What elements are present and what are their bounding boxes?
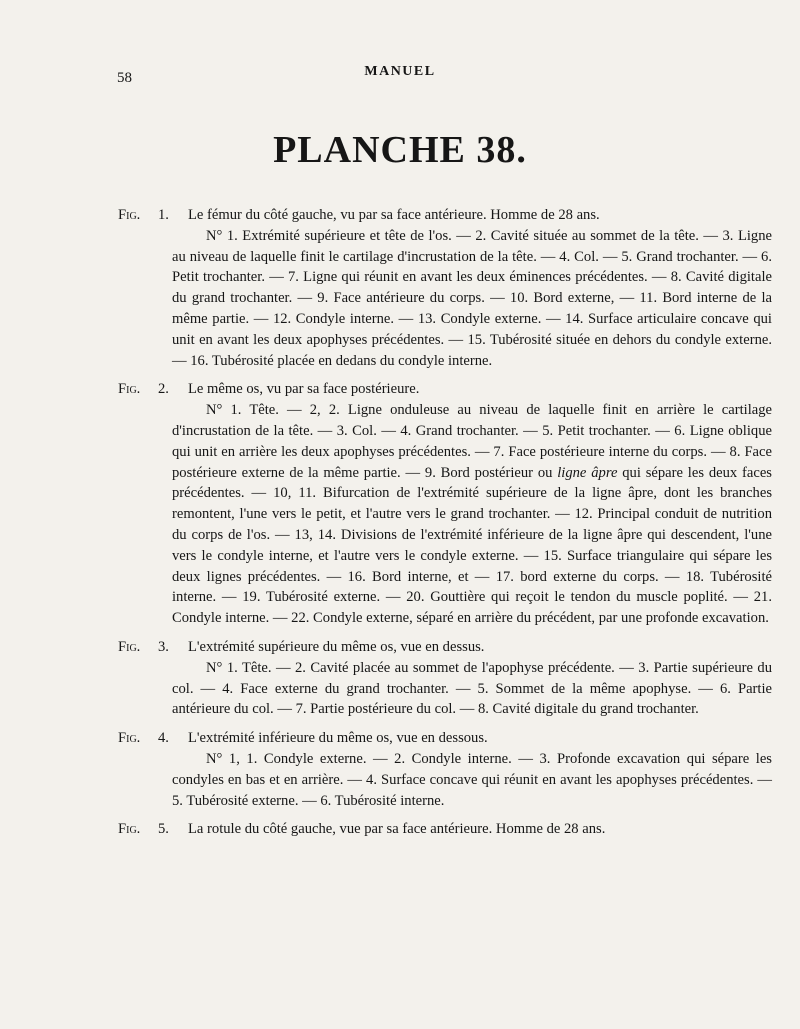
figure-label: Fig.: [118, 381, 141, 398]
figure-caption: L'extrémité inférieure du même os, vue en dessous.: [188, 730, 488, 747]
figure-heading: [118, 819, 772, 840]
figure-heading: [118, 379, 772, 400]
figure-description: [172, 658, 772, 720]
figure-description-text: [172, 400, 772, 629]
figure-description-text: N° 1. Extrémité supérieure et tête de l'os. — 2. Cavité située au sommet de la tête. — 3. Ligne au niveau de laquelle finit le cartilage d'incrustation de la tête. — 4. Col. — 5. Grand trochanter. — 6. Petit trochanter. — 7. Ligne qui réunit en avant les deux éminences précédentes. — 8. Cavité digitale du grand trochanter. — 9. Face antérieure du corps. — 10. Bord externe, — 11. Bord interne de la même partie. — 12. Condyle interne. — 13. Condyle externe. — 14. Surface articulaire concave qui unit en avant les deux apophyses précédentes. — 15. Tubérosité située en dehors du condyle externe. — 16. Tubérosité placée en dedans du condyle interne.: [172, 227, 772, 369]
figure-heading: [118, 205, 772, 226]
figure-caption: La rotule du côté gauche, vue par sa face antérieure. Homme de 28 ans.: [188, 821, 606, 838]
figure-number: 3.: [158, 638, 169, 655]
figure-entry-1: [118, 205, 772, 371]
running-head: MANUEL: [364, 64, 436, 79]
italic-term: ligne âpre: [557, 464, 618, 481]
figure-label: Fig.: [118, 638, 141, 655]
figure-legends: [118, 205, 772, 848]
figure-caption: Le fémur du côté gauche, vu par sa face antérieure. Homme de 28 ans.: [188, 207, 600, 223]
description-part: qui sépare les deux faces précédentes. — 10, 11. Bifurcation de l'extrémité supérieure de la ligne âpre, dont les branches remontent, l'une vers le petit, et l'autre vers le grand trochanter. — 12. Principal conduit de nutrition du corps de l'os. — 13, 14. Divisions de l'extrémité inférieure de la ligne âpre qui descendent, l'une vers le condyle interne, et l'autre vers le condyle externe. — 15. Surface triangulaire qui sépare les deux lignes précédentes. — 16. Bord interne, et — 17. bord externe du corps. — 18. Tubérosité interne. — 19. Tubérosité externe. — 20. Gouttière qui reçoit le tendon du muscle poplité. — 21. Condyle interne. — 22. Condyle externe, séparé en arrière du précédent, par une profonde excavation.: [172, 464, 772, 627]
figure-number: 2.: [158, 381, 169, 398]
figure-label: Fig.: [118, 730, 141, 747]
figure-entry-3: [118, 637, 772, 720]
figure-caption: L'extrémité supérieure du même os, vue en dessus.: [188, 638, 485, 655]
figure-number: 4.: [158, 730, 169, 747]
figure-description: [172, 749, 772, 811]
figure-heading: [118, 728, 772, 749]
figure-entry-5: [118, 819, 772, 840]
figure-description: [172, 400, 772, 629]
figure-label: Fig.: [118, 821, 141, 838]
figure-number: 5.: [158, 821, 169, 838]
figure-entry-4: [118, 728, 772, 811]
figure-heading: [118, 637, 772, 658]
figure-label: Fig.: [118, 207, 141, 223]
plate-title: PLANCHE 38.: [273, 129, 527, 171]
page-number: 58: [117, 70, 132, 86]
figure-description: [172, 226, 772, 372]
figure-number: 1.: [158, 207, 169, 223]
figure-description-text: N° 1. Tête. — 2. Cavité placée au sommet de l'apophyse précédente. — 3. Partie supérieure du col. — 4. Face externe du grand trochanter. — 5. Sommet de la même apophyse. — 6. Partie antérieure du col. — 7. Partie postérieure du col. — 8. Cavité digitale du grand trochanter.: [172, 659, 772, 718]
figure-entry-2: [118, 379, 772, 629]
figure-caption: Le même os, vu par sa face postérieure.: [188, 381, 420, 398]
figure-description-text: N° 1, 1. Condyle externe. — 2. Condyle interne. — 3. Profonde excavation qui sépare les condyles en bas et en arrière. — 4. Surface concave qui réunit en avant les apophyses précédentes. — 5. Tubérosité externe. — 6. Tubérosité interne.: [172, 750, 772, 809]
description-part: N° 1. Tête. — 2, 2. Ligne onduleuse au niveau de laquelle finit en arrière le cartilage d'incrustation de la tête. — 3. Col. — 4. Grand trochanter. — 5. Petit trochanter. — 6. Ligne oblique qui unit en arrière les deux apophyses précédentes. — 7. Face postérieure interne du corps. — 8. Face postérieure externe de la même partie. — 9. Bord postérieur ou: [172, 402, 772, 481]
